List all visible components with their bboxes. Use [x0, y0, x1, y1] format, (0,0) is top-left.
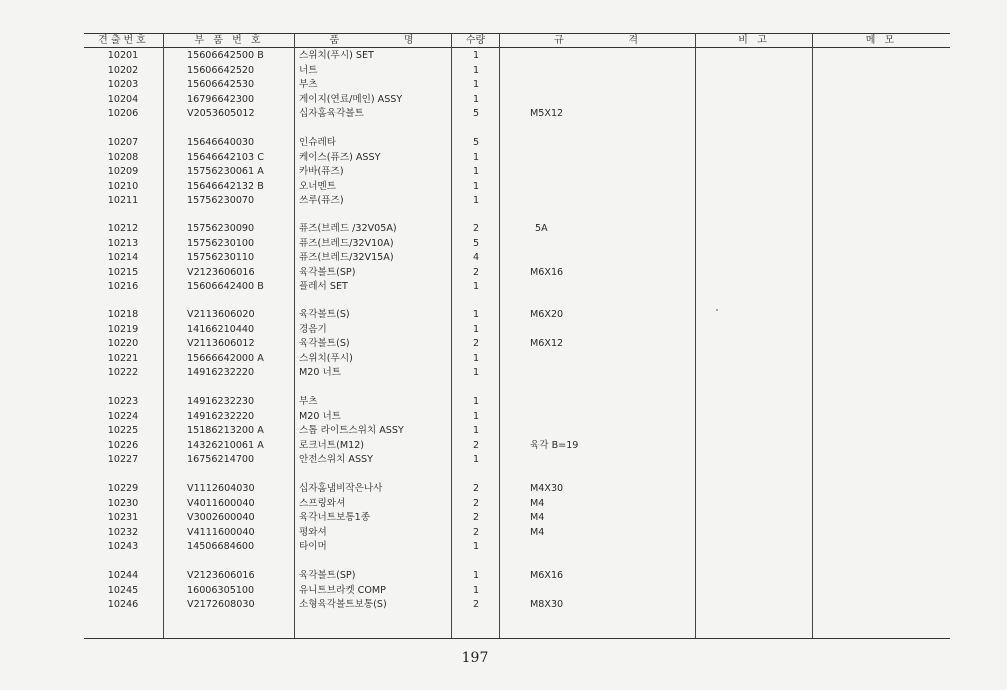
cell-no: 10224: [107, 410, 139, 422]
cell-no: 10206: [107, 108, 139, 119]
header-name: 품 명: [329, 35, 417, 46]
cell-name: 너트: [299, 64, 318, 76]
cell-no: 10204: [107, 93, 139, 105]
table-row: [0, 308, 1007, 322]
cell-name: 케이스(퓨즈) ASSY: [299, 151, 381, 163]
cell-name: 육각볼트(SP): [299, 570, 356, 581]
cell-no: 10220: [107, 338, 139, 349]
cell-no: 10231: [107, 512, 139, 523]
header-part-no: 부 품 번 호: [194, 35, 264, 46]
cell-part-no: V4011600040: [187, 497, 255, 509]
cell-qty: 5: [472, 237, 480, 249]
cell-qty: 1: [472, 79, 480, 90]
cell-part-no: V2123606016: [187, 570, 255, 581]
cell-qty: 1: [472, 166, 480, 177]
cell-name: 십자홈냄비작은나사: [299, 483, 383, 494]
cell-part-no: 16006305100: [187, 584, 255, 596]
table-row: [0, 439, 1007, 453]
table-row: [0, 337, 1007, 351]
cell-part-no: V2053605012: [187, 108, 255, 119]
cell-qty: 1: [472, 425, 480, 436]
cell-no: 10218: [107, 309, 139, 320]
cell-spec: M4: [530, 512, 545, 523]
cell-no: 10212: [107, 223, 139, 234]
cell-qty: 1: [472, 410, 480, 422]
cell-name: 타이머: [299, 541, 327, 552]
page-number: 197: [461, 650, 489, 666]
cell-name: 안전스위치 ASSY: [299, 454, 373, 465]
cell-no: 10213: [107, 237, 139, 249]
cell-spec: M6X16: [530, 570, 564, 581]
cell-qty: 2: [472, 483, 480, 494]
cell-qty: 1: [472, 64, 480, 76]
cell-part-no: 15646642103 C: [187, 151, 264, 163]
cell-part-no: 14166210440: [187, 323, 255, 335]
cell-name: 육각볼트(S): [299, 338, 350, 349]
cell-no: 10232: [107, 526, 139, 538]
cell-part-no: V2113606012: [187, 338, 255, 349]
table-row: [0, 352, 1007, 366]
table-row: [0, 424, 1007, 438]
cell-part-no: 16756214700: [187, 454, 255, 465]
header-memo: 메 모: [865, 35, 898, 46]
cell-name: 평와셔: [299, 526, 327, 538]
cell-part-no: 16796642300: [187, 93, 255, 105]
header-note: 비 고: [738, 35, 770, 46]
cell-qty: 1: [472, 323, 480, 335]
cell-part-no: V3002600040: [187, 512, 255, 523]
scan-speck: [716, 309, 718, 311]
cell-no: 10201: [107, 50, 139, 61]
cell-qty: 1: [472, 541, 480, 552]
cell-part-no: 15646642132 B: [187, 180, 264, 192]
cell-part-no: 15756230090: [187, 223, 255, 234]
table-row: [0, 410, 1007, 424]
cell-no: 10207: [107, 137, 139, 148]
cell-name: M20 너트: [299, 410, 342, 422]
cell-name: 오너멘트: [299, 180, 337, 192]
cell-part-no: 14916232230: [187, 396, 255, 407]
cell-no: 10216: [107, 281, 139, 292]
cell-part-no: 14916232220: [187, 410, 255, 422]
table-row: [0, 93, 1007, 107]
cell-qty: 1: [472, 93, 480, 105]
cell-qty: 5: [472, 108, 480, 119]
table-row: [0, 453, 1007, 467]
cell-part-no: V1112604030: [187, 483, 255, 494]
cell-qty: 1: [472, 281, 480, 292]
cell-name: 육각너트보통1종: [299, 512, 370, 523]
cell-part-no: V2123606016: [187, 266, 255, 278]
table-row: [0, 251, 1007, 265]
cell-no: 10243: [107, 541, 139, 552]
cell-qty: 2: [472, 266, 480, 278]
cell-qty: 2: [472, 439, 480, 451]
header-spec: 규 격: [553, 35, 642, 46]
cell-name: 카바(퓨즈): [299, 166, 344, 177]
cell-qty: 1: [472, 367, 480, 378]
cell-spec: M6X16: [530, 266, 564, 278]
cell-part-no: 15606642530: [187, 79, 255, 90]
cell-no: 10208: [107, 151, 139, 163]
cell-qty: 4: [472, 252, 480, 263]
table-row: [0, 526, 1007, 540]
cell-part-no: 15606642500 B: [187, 50, 264, 61]
table-row: [0, 482, 1007, 496]
cell-part-no: V4111600040: [187, 526, 255, 538]
cell-no: 10229: [107, 483, 139, 494]
cell-spec: M8X30: [530, 599, 564, 610]
cell-qty: 2: [472, 512, 480, 523]
table-row: [0, 598, 1007, 612]
cell-qty: 1: [472, 396, 480, 407]
cell-part-no: 14506684600: [187, 541, 255, 552]
table-row: [0, 266, 1007, 280]
cell-name: 인슈레타: [299, 137, 337, 148]
table-row: [0, 165, 1007, 179]
table-row: [0, 395, 1007, 409]
cell-no: 10211: [107, 195, 139, 206]
table-row: [0, 78, 1007, 92]
cell-spec: M4: [530, 497, 545, 509]
cell-no: 10203: [107, 79, 139, 90]
table-row: [0, 280, 1007, 294]
cell-no: 10222: [107, 367, 139, 378]
cell-name: 쓰루(퓨즈): [299, 195, 344, 206]
cell-part-no: 15666642000 A: [187, 352, 264, 364]
cell-name: 스위치(푸시) SET: [299, 50, 374, 61]
cell-part-no: V2172608030: [187, 599, 255, 610]
table-row: [0, 222, 1007, 236]
cell-name: 육각볼트(S): [299, 309, 350, 320]
cell-qty: 1: [472, 570, 480, 581]
cell-no: 10230: [107, 497, 139, 509]
cell-part-no: 15186213200 A: [187, 425, 264, 436]
cell-no: 10202: [107, 64, 139, 76]
cell-no: 10223: [107, 396, 139, 407]
cell-part-no: V2113606020: [187, 309, 255, 320]
table-bottom-rule: [84, 638, 950, 639]
cell-spec: M4: [530, 526, 545, 538]
cell-name: 경음기: [299, 323, 327, 335]
cell-qty: 1: [472, 454, 480, 465]
cell-name: 퓨즈(브레드 /32V05A): [299, 223, 397, 234]
cell-qty: 1: [472, 50, 480, 61]
header-bottom-rule: [84, 47, 950, 48]
cell-part-no: 14326210061 A: [187, 439, 264, 451]
cell-qty: 2: [472, 338, 480, 349]
cell-qty: 1: [472, 352, 480, 364]
cell-spec: 5A: [535, 223, 548, 234]
table-row: [0, 237, 1007, 251]
table-row: [0, 180, 1007, 194]
cell-no: 10225: [107, 425, 139, 436]
cell-name: 부츠: [299, 396, 318, 407]
cell-no: 10245: [107, 584, 139, 596]
cell-no: 10210: [107, 180, 139, 192]
cell-name: 스프링와셔: [299, 497, 346, 509]
cell-no: 10246: [107, 599, 139, 610]
cell-name: M20 너트: [299, 367, 342, 378]
cell-name: 십자홈육각볼트: [299, 108, 364, 119]
cell-qty: 1: [472, 180, 480, 192]
cell-qty: 2: [472, 497, 480, 509]
table-row: [0, 323, 1007, 337]
cell-part-no: 15646640030: [187, 137, 255, 148]
cell-name: 육각볼트(SP): [299, 266, 356, 278]
cell-name: 스위치(푸시): [299, 352, 353, 364]
cell-name: 플레서 SET: [299, 281, 348, 292]
cell-no: 10215: [107, 266, 139, 278]
cell-part-no: 14916232220: [187, 367, 255, 378]
cell-name: 유니트브라켓 COMP: [299, 584, 386, 596]
cell-no: 10209: [107, 166, 139, 177]
table-row: [0, 194, 1007, 208]
cell-name: 부츠: [299, 79, 318, 90]
header-qty: 수량: [465, 35, 486, 46]
table-row: [0, 49, 1007, 63]
cell-spec: M6X20: [530, 309, 564, 320]
cell-spec: 육각 B=19: [530, 439, 579, 451]
cell-spec: M4X30: [530, 483, 564, 494]
table-row: [0, 511, 1007, 525]
cell-no: 10227: [107, 454, 139, 465]
cell-qty: 1: [472, 151, 480, 163]
cell-part-no: 15756230061 A: [187, 166, 264, 177]
cell-spec: M6X12: [530, 338, 564, 349]
cell-name: 로크너트(M12): [299, 439, 365, 451]
table-row: [0, 107, 1007, 121]
header-no: 견출번호: [98, 35, 149, 46]
cell-qty: 1: [472, 195, 480, 206]
table-row: [0, 151, 1007, 165]
cell-qty: 1: [472, 309, 480, 320]
table-row: [0, 497, 1007, 511]
cell-qty: 2: [472, 599, 480, 610]
table-row: [0, 584, 1007, 598]
cell-part-no: 15756230110: [187, 252, 255, 263]
cell-name: 퓨즈(브레드/32V10A): [299, 237, 394, 249]
cell-qty: 2: [472, 223, 480, 234]
cell-name: 게이지(연료/메인) ASSY: [299, 93, 403, 105]
cell-part-no: 15606642520: [187, 64, 255, 76]
cell-qty: 2: [472, 526, 480, 538]
cell-name: 스톱 라이트스위치 ASSY: [299, 425, 404, 436]
cell-name: 소형육각볼트보통(S): [299, 599, 387, 610]
cell-no: 10221: [107, 352, 139, 364]
cell-no: 10214: [107, 252, 139, 263]
cell-part-no: 15756230100: [187, 237, 255, 249]
cell-qty: 1: [472, 584, 480, 596]
table-row: [0, 540, 1007, 554]
cell-spec: M5X12: [530, 108, 564, 119]
cell-no: 10219: [107, 323, 139, 335]
cell-qty: 5: [472, 137, 480, 148]
cell-no: 10244: [107, 570, 139, 581]
cell-name: 퓨즈(브레드/32V15A): [299, 252, 394, 263]
table-row: [0, 366, 1007, 380]
cell-no: 10226: [107, 439, 139, 451]
table-row: [0, 136, 1007, 150]
cell-part-no: 15606642400 B: [187, 281, 264, 292]
cell-part-no: 15756230070: [187, 195, 255, 206]
table-row: [0, 569, 1007, 583]
table-row: [0, 64, 1007, 78]
